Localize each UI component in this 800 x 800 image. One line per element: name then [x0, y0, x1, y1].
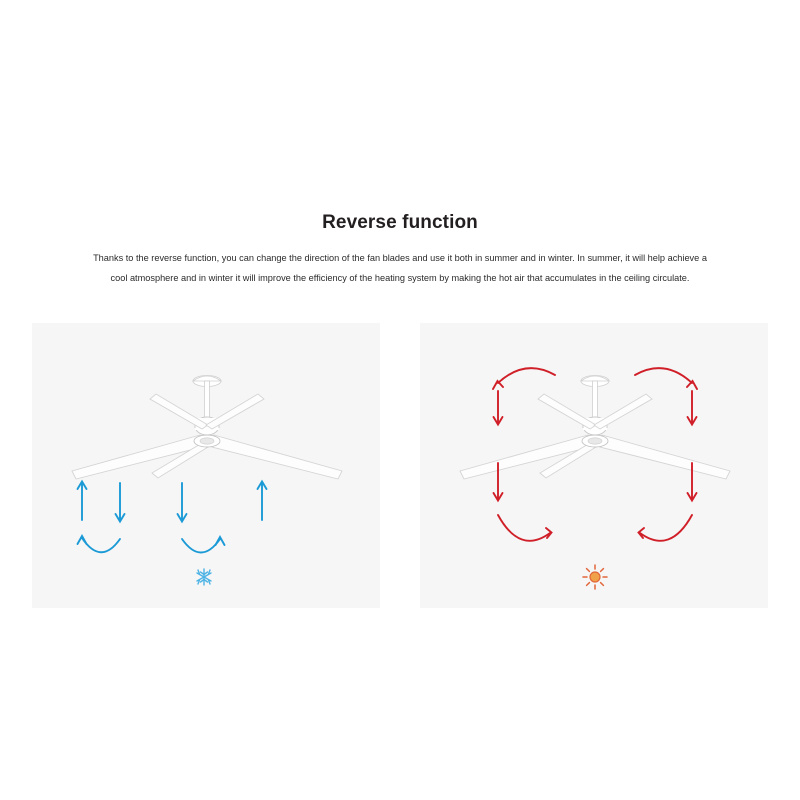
panel-container [0, 323, 800, 608]
airflow-arrows-summer [78, 482, 267, 553]
panel-winter [420, 323, 768, 608]
ceiling-fan-illustration-winter [460, 376, 730, 480]
snowflake-icon [197, 569, 211, 585]
page-title: Reverse function [322, 212, 478, 233]
reverse-function-section [0, 0, 800, 288]
ceiling-fan-illustration-summer [72, 376, 342, 480]
panel-summer [32, 323, 380, 608]
sun-icon [583, 565, 607, 589]
section-description: Thanks to the reverse function, you can change the direction of the fan blades and use it both in summer and in winter. In summer, it will help achieve a cool atmosphere and in winter it will improve the efficiency of the heating system by making the hot air that accumulates in the ceiling circulate. [93, 253, 707, 283]
